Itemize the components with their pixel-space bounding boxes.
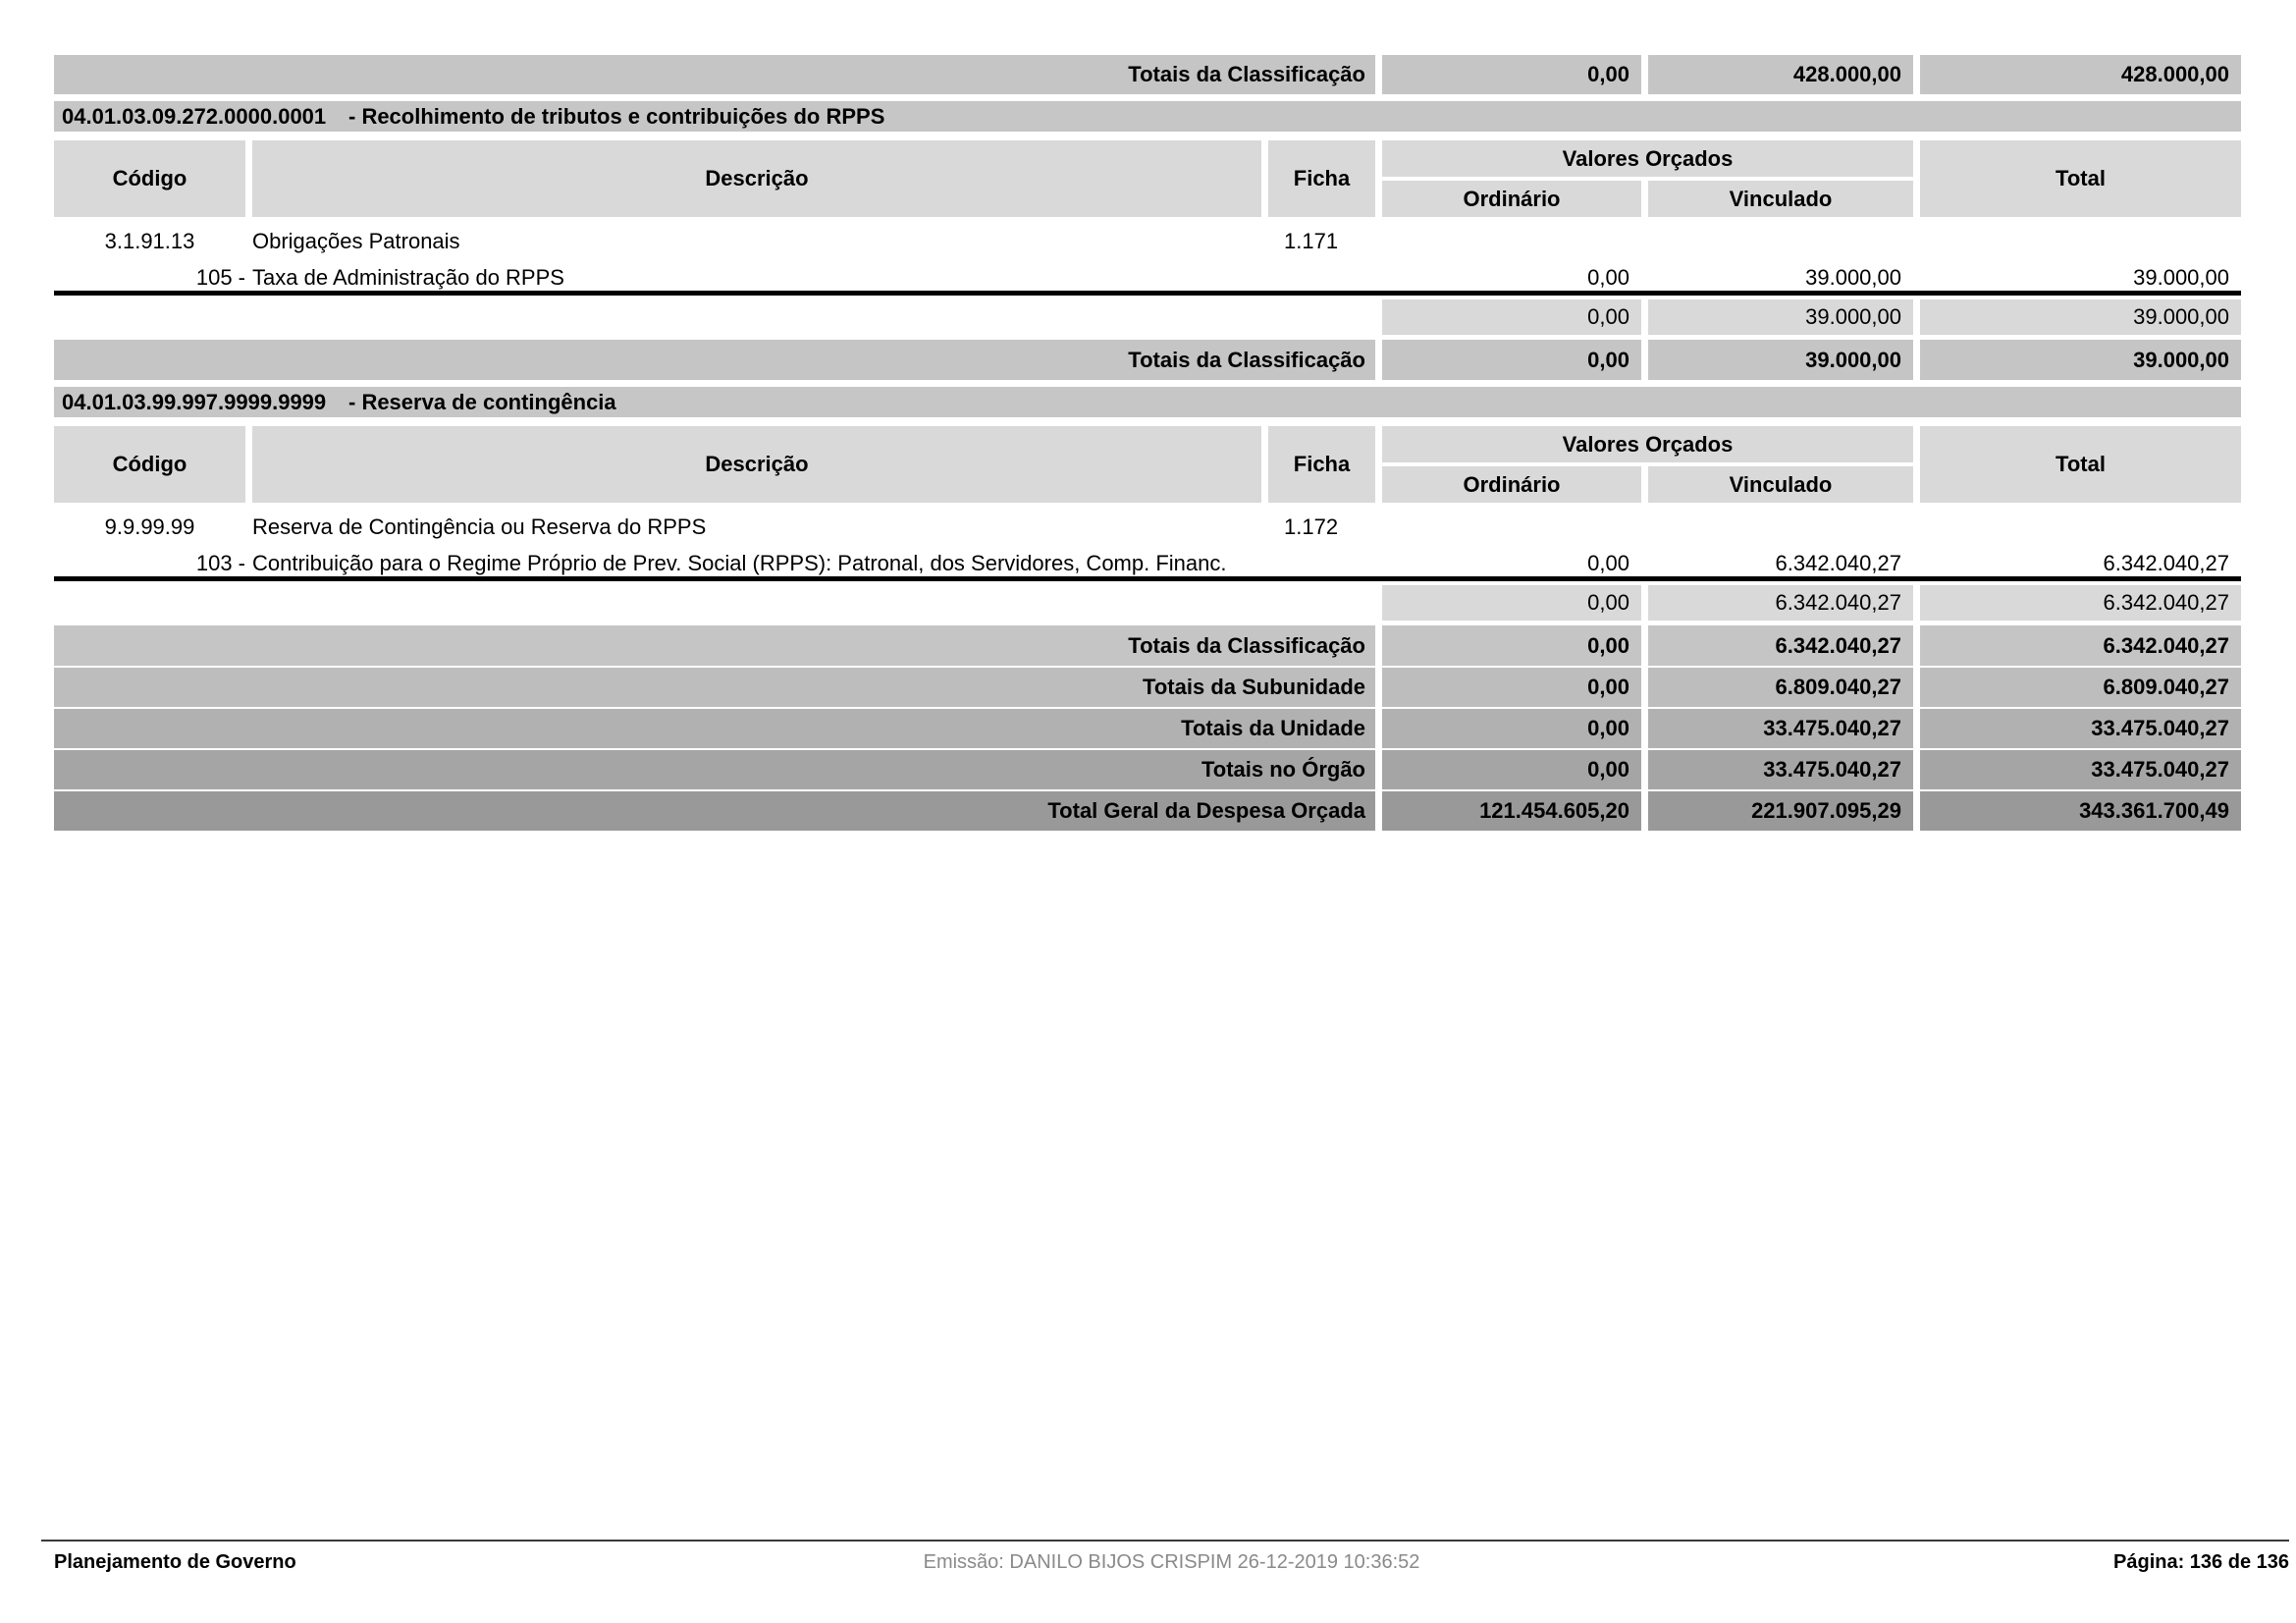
page-footer	[54, 1551, 2289, 1577]
total-value-cell: 6.342.040,27	[1920, 625, 2241, 666]
vinculado-value-cell: 6.342.040,27	[1775, 550, 1901, 575]
column-header-vinculado: Vinculado	[1648, 181, 1913, 217]
vinculado-value-cell: 33.475.040,27	[1648, 750, 1913, 789]
ordinario-value-cell	[1382, 227, 1641, 256]
column-header-vinculado: Vinculado	[1648, 466, 1913, 503]
element-description: Obrigações Patronais	[252, 229, 460, 253]
element-description: Reserva de Contingência ou Reserva do RPPS	[252, 514, 707, 539]
ordinario-value-cell: 0,00	[1382, 55, 1641, 94]
ordinario-value-cell: 0,00	[1587, 550, 1629, 575]
ficha-row-description: Taxa de Administração do RPPS	[252, 264, 564, 290]
vinculado-value-cell: 6.342.040,27	[1648, 625, 1913, 666]
ficha-row-number: 105 -	[195, 264, 245, 290]
classification-code: 04.01.03.09.272.0000.0001	[62, 103, 327, 129]
ficha-detail-row	[54, 550, 2241, 581]
column-header-valores-orcados: Valores Orçados	[1382, 426, 1913, 462]
column-header-ficha: Ficha	[1268, 426, 1375, 503]
total-value-cell: 428.000,00	[1920, 55, 2241, 94]
ordinario-value-cell: 121.454.605,20	[1382, 791, 1641, 831]
ficha-cell-empty	[1268, 264, 1375, 291]
totals-classificacao-row-top	[54, 55, 2241, 94]
totals-label: Total Geral da Despesa Orçada	[54, 791, 1375, 831]
vinculado-value-cell	[1648, 227, 1913, 256]
ordinario-value-cell: 0,00	[1382, 585, 1641, 621]
ficha-number: 1.171	[1284, 229, 1339, 253]
totals-label: Totais da Classificação	[54, 55, 1375, 94]
ordinario-value-cell: 0,00	[1587, 264, 1629, 290]
vinculado-value-cell: 33.475.040,27	[1648, 709, 1913, 748]
ficha-cell-empty	[1268, 550, 1375, 576]
column-header-ficha: Ficha	[1268, 140, 1375, 217]
classification-title: - Recolhimento de tributos e contribuições do RPPS	[348, 103, 885, 129]
classification-code: 04.01.03.99.997.9999.9999	[62, 389, 327, 414]
valores-orcados-group	[1382, 426, 1913, 503]
total-value-cell: 6.342.040,27	[1920, 585, 2241, 621]
totals-label: Totais da Classificação	[54, 625, 1375, 666]
total-value-cell: 6.809.040,27	[1920, 668, 2241, 707]
footer-page-number: Página: 136 de 136	[2113, 1551, 2289, 1573]
classification-title: - Reserva de contingência	[348, 389, 616, 414]
ordinario-value-cell: 0,00	[1382, 668, 1641, 707]
ordinario-value-cell: 0,00	[1382, 299, 1641, 335]
total-value-cell: 39.000,00	[2133, 264, 2229, 290]
totals-classificacao-row	[54, 340, 2241, 380]
section-header-bar	[54, 387, 2241, 417]
element-code: 3.1.91.13	[104, 229, 195, 253]
total-value-cell	[1920, 227, 2241, 256]
vinculado-value-cell: 39.000,00	[1648, 299, 1913, 335]
column-header-descricao: Descrição	[252, 140, 1261, 217]
totals-label: Totais da Classificação	[54, 340, 1375, 380]
column-header-valores-orcados: Valores Orçados	[1382, 140, 1913, 177]
vinculado-value-cell: 6.809.040,27	[1648, 668, 1913, 707]
vinculado-value-cell: 428.000,00	[1648, 55, 1913, 94]
totals-orgao-row	[54, 750, 2241, 789]
ficha-detail-row	[54, 264, 2241, 296]
total-value-cell: 33.475.040,27	[1920, 709, 2241, 748]
vinculado-value-cell: 39.000,00	[1805, 264, 1901, 290]
total-value-cell: 343.361.700,49	[1920, 791, 2241, 831]
total-value-cell: 39.000,00	[1920, 299, 2241, 335]
ordinario-value-cell	[1382, 513, 1641, 542]
table-header-row	[54, 140, 2241, 217]
total-value-cell: 33.475.040,27	[1920, 750, 2241, 789]
column-header-total: Total	[1920, 426, 2241, 503]
total-value-cell	[1920, 513, 2241, 542]
element-code: 9.9.99.99	[104, 514, 195, 539]
totals-label: Totais da Subunidade	[54, 668, 1375, 707]
totals-label: Totais no Órgão	[54, 750, 1375, 789]
vinculado-value-cell	[1648, 513, 1913, 542]
ficha-number: 1.172	[1284, 514, 1339, 539]
table-header-row	[54, 426, 2241, 503]
ordinario-value-cell: 0,00	[1382, 709, 1641, 748]
totals-classificacao-row	[54, 625, 2241, 666]
vinculado-value-cell: 221.907.095,29	[1648, 791, 1913, 831]
totals-subunidade-row	[54, 668, 2241, 707]
subtotal-row	[54, 585, 2241, 621]
footer-emission-info: Emissão: DANILO BIJOS CRISPIM 26-12-2019 10:36:52	[923, 1551, 1420, 1573]
column-header-ordinario: Ordinário	[1382, 181, 1641, 217]
ordinario-value-cell: 0,00	[1382, 625, 1641, 666]
column-header-descricao: Descrição	[252, 426, 1261, 503]
ficha-row-description: Contribuição para o Regime Próprio de Prev. Social (RPPS): Patronal, dos Servidores, Comp. Financ.	[252, 550, 1227, 575]
column-header-total: Total	[1920, 140, 2241, 217]
total-value-cell: 39.000,00	[1920, 340, 2241, 380]
valores-orcados-group	[1382, 140, 1913, 217]
column-header-codigo: Código	[54, 140, 245, 217]
vinculado-value-cell: 6.342.040,27	[1648, 585, 1913, 621]
section-header-bar	[54, 101, 2241, 132]
ordinario-value-cell: 0,00	[1382, 750, 1641, 789]
element-row	[54, 513, 2241, 542]
column-header-ordinario: Ordinário	[1382, 466, 1641, 503]
report-body	[54, 0, 2241, 831]
totals-unidade-row	[54, 709, 2241, 748]
element-row	[54, 227, 2241, 256]
subtotal-spacer	[54, 585, 1375, 621]
column-header-codigo: Código	[54, 426, 245, 503]
ordinario-value-cell: 0,00	[1382, 340, 1641, 380]
total-value-cell: 6.342.040,27	[2103, 550, 2229, 575]
subtotal-spacer	[54, 299, 1375, 335]
footer-report-name: Planejamento de Governo	[54, 1551, 296, 1573]
footer-divider	[41, 1540, 2289, 1542]
totals-label: Totais da Unidade	[54, 709, 1375, 748]
vinculado-value-cell: 39.000,00	[1648, 340, 1913, 380]
total-geral-row	[54, 791, 2241, 831]
subtotal-row	[54, 299, 2241, 335]
ficha-row-number: 103 -	[195, 550, 245, 575]
